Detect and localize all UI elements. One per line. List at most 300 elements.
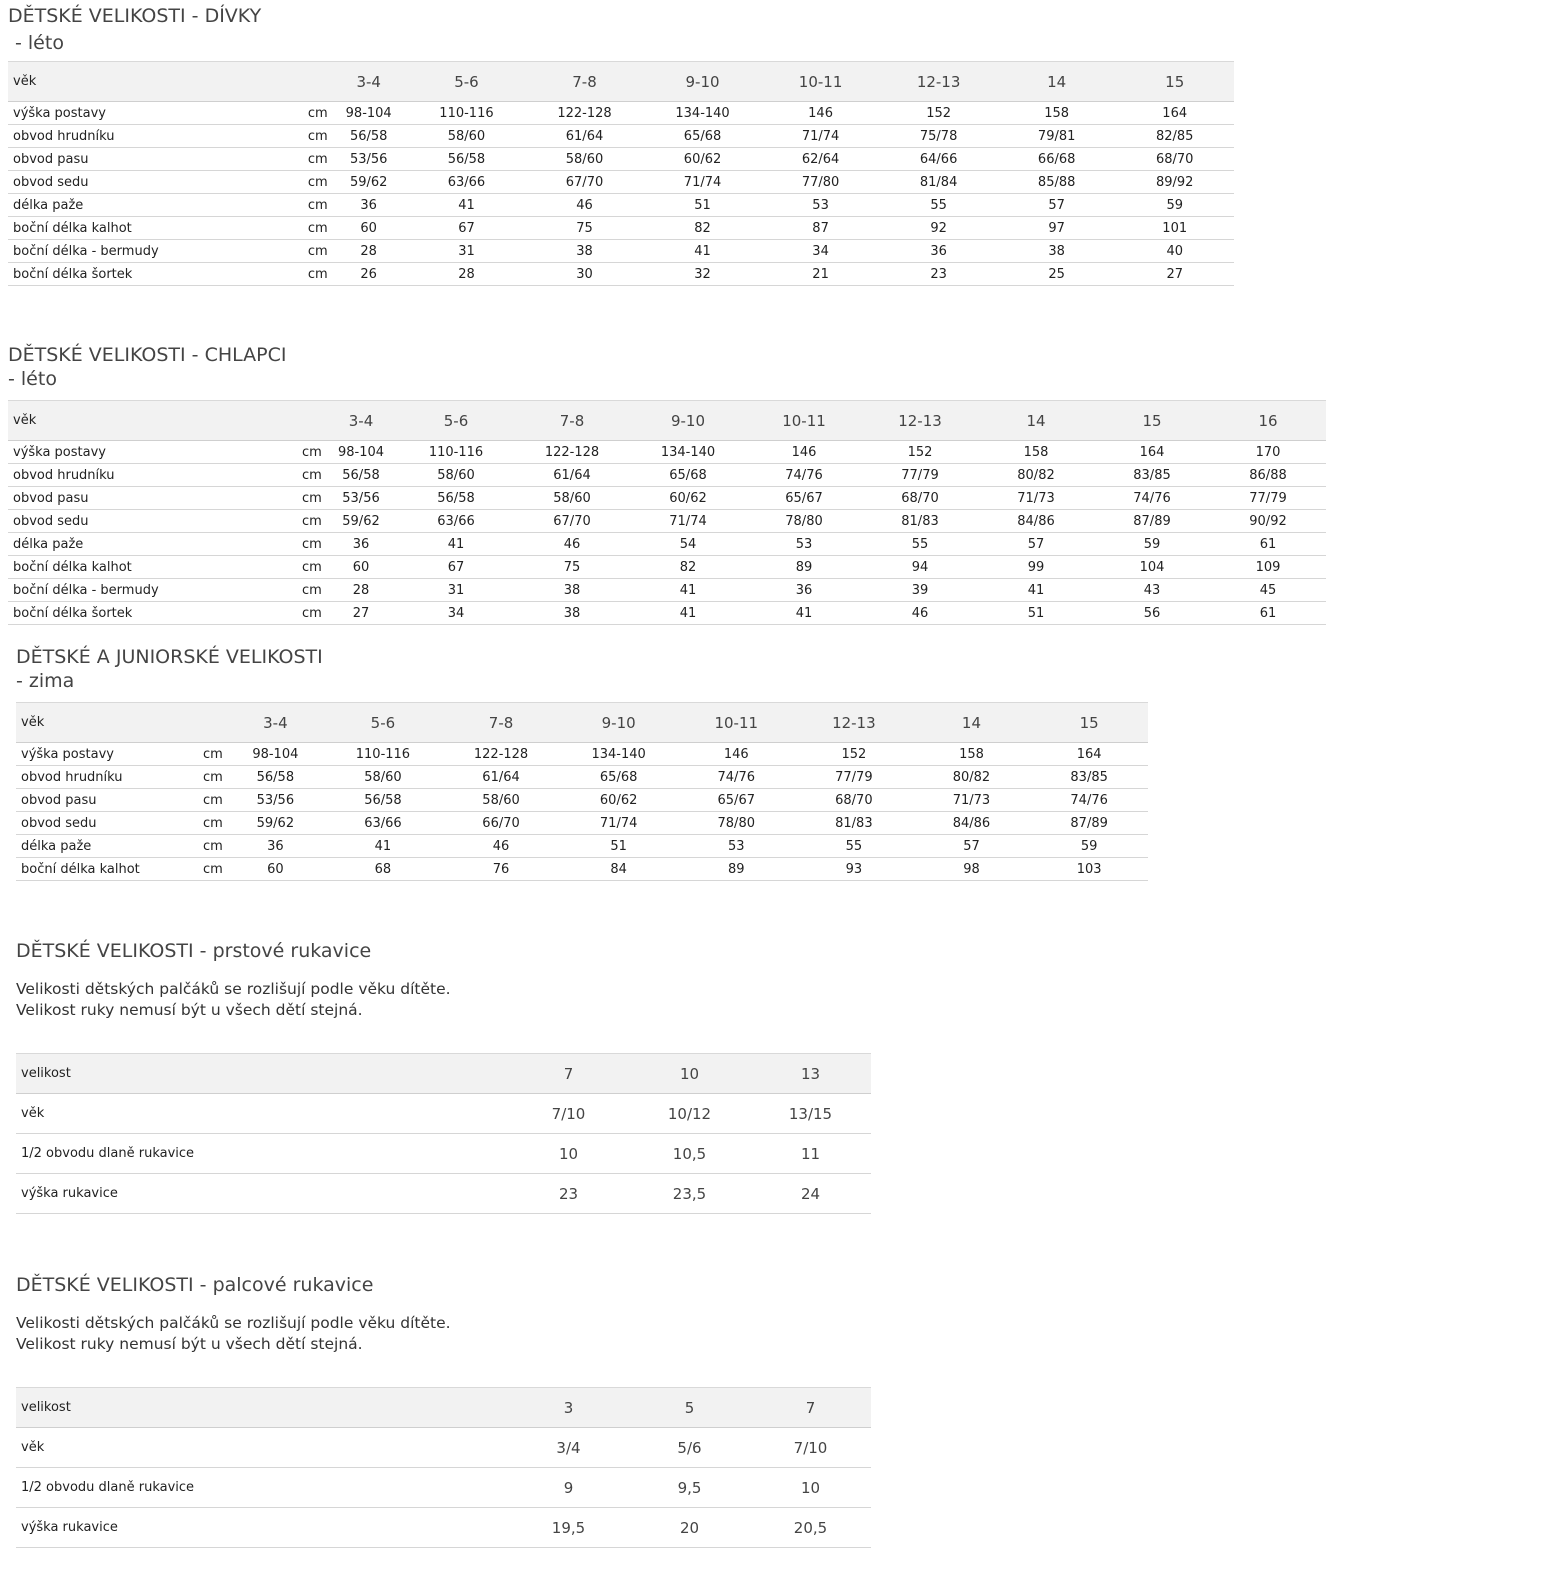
row-value: 38 xyxy=(514,602,630,625)
row-unit: cm xyxy=(308,263,330,286)
row-value: 9,5 xyxy=(629,1468,750,1508)
row-value: 80/82 xyxy=(913,766,1031,789)
row-value: 71/74 xyxy=(643,171,762,194)
table-row xyxy=(16,766,1148,789)
row-value: 53/56 xyxy=(324,487,398,510)
row-value: 97 xyxy=(998,217,1116,240)
row-label: délka paže xyxy=(8,194,308,217)
header-size: 9-10 xyxy=(560,703,678,743)
table-header-row xyxy=(8,401,1326,441)
table-row xyxy=(16,1508,871,1548)
row-value: 164 xyxy=(1094,441,1210,464)
row-value: 78/80 xyxy=(746,510,862,533)
row-value: 89 xyxy=(746,556,862,579)
header-unit-spacer xyxy=(302,401,324,441)
row-value: 87/89 xyxy=(1030,812,1148,835)
row-value: 3/4 xyxy=(508,1428,629,1468)
row-value: 32 xyxy=(643,263,762,286)
table-row xyxy=(8,556,1326,579)
row-value: 65/68 xyxy=(630,464,746,487)
row-value: 99 xyxy=(978,556,1094,579)
row-value: 36 xyxy=(324,533,398,556)
row-value: 31 xyxy=(398,579,514,602)
row-value: 71/73 xyxy=(913,789,1031,812)
row-value: 67/70 xyxy=(514,510,630,533)
row-label: věk xyxy=(16,1428,508,1468)
row-value: 23,5 xyxy=(629,1174,750,1214)
header-size: 14 xyxy=(978,401,1094,441)
row-value: 46 xyxy=(862,602,978,625)
row-value: 46 xyxy=(442,835,560,858)
row-unit: cm xyxy=(302,510,324,533)
header-size: 10-11 xyxy=(762,62,880,102)
row-value: 81/83 xyxy=(862,510,978,533)
row-value: 9 xyxy=(508,1468,629,1508)
table-row xyxy=(8,148,1234,171)
size-table-chlapci xyxy=(8,400,1326,625)
row-value: 71/73 xyxy=(978,487,1094,510)
header-size: 7-8 xyxy=(442,703,560,743)
row-value: 34 xyxy=(398,602,514,625)
table-row xyxy=(8,217,1234,240)
row-unit: cm xyxy=(203,789,227,812)
row-label: výška postavy xyxy=(8,441,302,464)
row-value: 110-116 xyxy=(324,743,443,766)
row-unit: cm xyxy=(203,812,227,835)
row-value: 59/62 xyxy=(227,812,324,835)
row-unit: cm xyxy=(203,858,227,881)
table-header-row xyxy=(16,1388,871,1428)
row-unit: cm xyxy=(302,602,324,625)
header-size: 5 xyxy=(629,1388,750,1428)
row-value: 66/70 xyxy=(442,812,560,835)
table-row xyxy=(16,1134,871,1174)
row-unit: cm xyxy=(308,240,330,263)
row-value: 87/89 xyxy=(1094,510,1210,533)
row-value: 75 xyxy=(526,217,644,240)
row-value: 38 xyxy=(998,240,1116,263)
row-value: 46 xyxy=(526,194,644,217)
size-table-zima xyxy=(16,702,1148,881)
row-value: 5/6 xyxy=(629,1428,750,1468)
section-palcove-rukavice xyxy=(16,1273,871,1548)
row-value: 81/84 xyxy=(879,171,998,194)
row-value: 61/64 xyxy=(442,766,560,789)
row-value: 109 xyxy=(1210,556,1326,579)
row-label: obvod hrudníku xyxy=(8,125,308,148)
row-value: 74/76 xyxy=(1094,487,1210,510)
table-row xyxy=(8,464,1326,487)
row-value: 54 xyxy=(630,533,746,556)
size-table-palcove xyxy=(16,1387,871,1548)
row-label: věk xyxy=(16,1094,508,1134)
row-value: 59 xyxy=(1115,194,1234,217)
row-unit: cm xyxy=(302,464,324,487)
row-value: 74/76 xyxy=(1030,789,1148,812)
header-size: 14 xyxy=(913,703,1031,743)
row-value: 58/60 xyxy=(398,464,514,487)
row-value: 56/58 xyxy=(324,464,398,487)
row-value: 60/62 xyxy=(630,487,746,510)
row-value: 66/68 xyxy=(998,148,1116,171)
row-value: 30 xyxy=(526,263,644,286)
row-value: 63/66 xyxy=(398,510,514,533)
row-value: 81/83 xyxy=(795,812,913,835)
row-unit: cm xyxy=(302,556,324,579)
row-value: 60/62 xyxy=(560,789,678,812)
row-value: 56/58 xyxy=(227,766,324,789)
row-value: 53 xyxy=(677,835,795,858)
row-value: 101 xyxy=(1115,217,1234,240)
row-label: boční délka šortek xyxy=(8,602,302,625)
row-value: 10 xyxy=(750,1468,871,1508)
table-header-row xyxy=(16,1054,871,1094)
header-size: 7-8 xyxy=(526,62,644,102)
table-row xyxy=(16,858,1148,881)
row-value: 67 xyxy=(407,217,526,240)
row-value: 76 xyxy=(442,858,560,881)
description-line: Velikost ruky nemusí být u všech dětí stejná. xyxy=(16,1001,363,1019)
row-value: 77/79 xyxy=(1210,487,1326,510)
row-value: 57 xyxy=(998,194,1116,217)
table-row xyxy=(16,835,1148,858)
row-label: výška postavy xyxy=(8,102,308,125)
row-value: 80/82 xyxy=(978,464,1094,487)
row-label: obvod pasu xyxy=(16,789,203,812)
row-value: 84/86 xyxy=(913,812,1031,835)
row-value: 41 xyxy=(398,533,514,556)
header-label: velikost xyxy=(16,1054,508,1094)
table-row xyxy=(8,240,1234,263)
section-zima xyxy=(16,645,1148,881)
row-value: 63/66 xyxy=(324,812,443,835)
row-value: 20,5 xyxy=(750,1508,871,1548)
table-row xyxy=(8,487,1326,510)
row-value: 38 xyxy=(526,240,644,263)
row-label: výška postavy xyxy=(16,743,203,766)
header-unit-spacer xyxy=(203,703,227,743)
header-size: 10-11 xyxy=(746,401,862,441)
row-label: boční délka - bermudy xyxy=(8,240,308,263)
header-size: 7-8 xyxy=(514,401,630,441)
section-subtitle: - zima xyxy=(16,670,75,692)
row-value: 98 xyxy=(913,858,1031,881)
row-unit: cm xyxy=(302,487,324,510)
row-value: 94 xyxy=(862,556,978,579)
row-value: 13/15 xyxy=(750,1094,871,1134)
header-size: 10 xyxy=(629,1054,750,1094)
row-value: 98-104 xyxy=(324,441,398,464)
row-value: 68/70 xyxy=(862,487,978,510)
row-value: 53/56 xyxy=(227,789,324,812)
row-value: 53/56 xyxy=(330,148,407,171)
header-size: 3-4 xyxy=(227,703,324,743)
row-value: 152 xyxy=(795,743,913,766)
header-size: 7 xyxy=(750,1388,871,1428)
section-subtitle: - léto xyxy=(15,32,64,54)
row-value: 21 xyxy=(762,263,880,286)
row-value: 10,5 xyxy=(629,1134,750,1174)
row-unit: cm xyxy=(203,766,227,789)
row-value: 10/12 xyxy=(629,1094,750,1134)
section-title: DĚTSKÉ A JUNIORSKÉ VELIKOSTI xyxy=(16,646,323,668)
row-value: 93 xyxy=(795,858,913,881)
row-label: boční délka kalhot xyxy=(8,217,308,240)
row-unit: cm xyxy=(308,217,330,240)
row-value: 82 xyxy=(643,217,762,240)
table-row xyxy=(16,789,1148,812)
row-value: 104 xyxy=(1094,556,1210,579)
row-value: 59/62 xyxy=(324,510,398,533)
row-value: 56 xyxy=(1094,602,1210,625)
row-value: 60 xyxy=(324,556,398,579)
row-value: 56/58 xyxy=(407,148,526,171)
table-header-row xyxy=(8,62,1234,102)
row-value: 58/60 xyxy=(442,789,560,812)
row-value: 55 xyxy=(795,835,913,858)
row-value: 59/62 xyxy=(330,171,407,194)
row-value: 68 xyxy=(324,858,443,881)
table-row xyxy=(8,510,1326,533)
row-value: 77/79 xyxy=(862,464,978,487)
row-value: 58/60 xyxy=(324,766,443,789)
row-label: obvod sedu xyxy=(8,171,308,194)
table-row xyxy=(8,441,1326,464)
row-value: 53 xyxy=(762,194,880,217)
table-row xyxy=(8,171,1234,194)
row-value: 26 xyxy=(330,263,407,286)
row-value: 158 xyxy=(978,441,1094,464)
row-value: 158 xyxy=(913,743,1031,766)
table-row xyxy=(16,743,1148,766)
row-value: 146 xyxy=(746,441,862,464)
row-value: 65/67 xyxy=(746,487,862,510)
table-row xyxy=(16,812,1148,835)
row-value: 28 xyxy=(407,263,526,286)
row-value: 24 xyxy=(750,1174,871,1214)
row-value: 36 xyxy=(330,194,407,217)
row-value: 19,5 xyxy=(508,1508,629,1548)
row-unit: cm xyxy=(308,148,330,171)
row-value: 57 xyxy=(913,835,1031,858)
row-value: 164 xyxy=(1030,743,1148,766)
row-value: 56/58 xyxy=(398,487,514,510)
row-value: 10 xyxy=(508,1134,629,1174)
row-label: obvod sedu xyxy=(16,812,203,835)
section-subtitle: - léto xyxy=(8,368,57,390)
row-value: 164 xyxy=(1115,102,1234,125)
row-label: boční délka - bermudy xyxy=(8,579,302,602)
row-value: 74/76 xyxy=(677,766,795,789)
header-size: 3-4 xyxy=(324,401,398,441)
table-row xyxy=(16,1094,871,1134)
row-unit: cm xyxy=(308,194,330,217)
header-size: 10-11 xyxy=(677,703,795,743)
row-value: 41 xyxy=(978,579,1094,602)
row-value: 58/60 xyxy=(514,487,630,510)
section-chlapci xyxy=(8,343,1326,625)
row-value: 90/92 xyxy=(1210,510,1326,533)
row-value: 89 xyxy=(677,858,795,881)
row-value: 86/88 xyxy=(1210,464,1326,487)
row-value: 74/76 xyxy=(746,464,862,487)
header-label: věk xyxy=(8,401,302,441)
row-value: 59 xyxy=(1094,533,1210,556)
row-label: obvod hrudníku xyxy=(16,766,203,789)
row-label: výška rukavice xyxy=(16,1508,508,1548)
table-row xyxy=(8,533,1326,556)
section-title: DĚTSKÉ VELIKOSTI - prstové rukavice xyxy=(16,940,372,962)
row-value: 45 xyxy=(1210,579,1326,602)
row-value: 28 xyxy=(324,579,398,602)
header-size: 3 xyxy=(508,1388,629,1428)
row-label: obvod pasu xyxy=(8,148,308,171)
row-value: 68/70 xyxy=(795,789,913,812)
row-label: 1/2 obvodu dlaně rukavice xyxy=(16,1468,508,1508)
row-unit: cm xyxy=(308,102,330,125)
row-value: 58/60 xyxy=(407,125,526,148)
row-value: 20 xyxy=(629,1508,750,1548)
row-value: 23 xyxy=(879,263,998,286)
row-value: 39 xyxy=(862,579,978,602)
row-label: výška rukavice xyxy=(16,1174,508,1214)
row-value: 122-128 xyxy=(442,743,560,766)
row-unit: cm xyxy=(302,579,324,602)
row-value: 57 xyxy=(978,533,1094,556)
row-value: 7/10 xyxy=(750,1428,871,1468)
header-size: 5-6 xyxy=(324,703,443,743)
row-value: 83/85 xyxy=(1094,464,1210,487)
row-value: 82/85 xyxy=(1115,125,1234,148)
row-value: 56/58 xyxy=(324,789,443,812)
row-value: 67 xyxy=(398,556,514,579)
row-value: 25 xyxy=(998,263,1116,286)
table-row xyxy=(8,194,1234,217)
description-line: Velikosti dětských palčáků se rozlišují podle věku dítěte. xyxy=(16,1314,451,1332)
row-label: boční délka šortek xyxy=(8,263,308,286)
header-size: 16 xyxy=(1210,401,1326,441)
header-unit-spacer xyxy=(308,62,330,102)
row-value: 67/70 xyxy=(526,171,644,194)
row-value: 61 xyxy=(1210,533,1326,556)
row-value: 51 xyxy=(560,835,678,858)
row-value: 65/68 xyxy=(643,125,762,148)
table-row xyxy=(16,1174,871,1214)
row-value: 134-140 xyxy=(630,441,746,464)
row-value: 71/74 xyxy=(630,510,746,533)
row-value: 27 xyxy=(324,602,398,625)
row-value: 75/78 xyxy=(879,125,998,148)
row-value: 134-140 xyxy=(643,102,762,125)
table-row xyxy=(8,602,1326,625)
row-label: obvod pasu xyxy=(8,487,302,510)
row-value: 41 xyxy=(630,579,746,602)
size-table-divky xyxy=(8,61,1234,286)
row-value: 71/74 xyxy=(762,125,880,148)
header-size: 15 xyxy=(1030,703,1148,743)
row-label: obvod hrudníku xyxy=(8,464,302,487)
row-value: 92 xyxy=(879,217,998,240)
row-value: 68/70 xyxy=(1115,148,1234,171)
row-value: 41 xyxy=(630,602,746,625)
header-size: 3-4 xyxy=(330,62,407,102)
row-value: 61/64 xyxy=(514,464,630,487)
row-value: 63/66 xyxy=(407,171,526,194)
section-prstove-rukavice xyxy=(16,939,871,1214)
row-value: 89/92 xyxy=(1115,171,1234,194)
row-value: 134-140 xyxy=(560,743,678,766)
row-value: 56/58 xyxy=(330,125,407,148)
row-unit: cm xyxy=(302,441,324,464)
header-size: 12-13 xyxy=(862,401,978,441)
row-value: 110-116 xyxy=(407,102,526,125)
row-value: 41 xyxy=(324,835,443,858)
size-table-prstove xyxy=(16,1053,871,1214)
row-value: 60 xyxy=(227,858,324,881)
header-size: 14 xyxy=(998,62,1116,102)
table-row xyxy=(8,102,1234,125)
row-value: 51 xyxy=(643,194,762,217)
row-value: 77/79 xyxy=(795,766,913,789)
row-value: 27 xyxy=(1115,263,1234,286)
row-value: 65/67 xyxy=(677,789,795,812)
row-label: 1/2 obvodu dlaně rukavice xyxy=(16,1134,508,1174)
header-size: 12-13 xyxy=(879,62,998,102)
section-title: DĚTSKÉ VELIKOSTI - CHLAPCI xyxy=(8,344,287,366)
row-value: 98-104 xyxy=(330,102,407,125)
row-value: 61 xyxy=(1210,602,1326,625)
row-value: 83/85 xyxy=(1030,766,1148,789)
row-label: obvod sedu xyxy=(8,510,302,533)
row-value: 87 xyxy=(762,217,880,240)
section-divky xyxy=(8,4,1234,286)
header-label: velikost xyxy=(16,1388,508,1428)
row-label: délka paže xyxy=(8,533,302,556)
row-value: 146 xyxy=(762,102,880,125)
row-value: 158 xyxy=(998,102,1116,125)
row-value: 64/66 xyxy=(879,148,998,171)
row-value: 77/80 xyxy=(762,171,880,194)
row-unit: cm xyxy=(203,743,227,766)
row-value: 62/64 xyxy=(762,148,880,171)
row-value: 40 xyxy=(1115,240,1234,263)
row-value: 60/62 xyxy=(643,148,762,171)
row-value: 60 xyxy=(330,217,407,240)
header-size: 15 xyxy=(1094,401,1210,441)
row-value: 53 xyxy=(746,533,862,556)
row-value: 59 xyxy=(1030,835,1148,858)
description-line: Velikosti dětských palčáků se rozlišují podle věku dítěte. xyxy=(16,980,451,998)
header-size: 12-13 xyxy=(795,703,913,743)
row-value: 43 xyxy=(1094,579,1210,602)
table-header-row xyxy=(16,703,1148,743)
row-value: 84 xyxy=(560,858,678,881)
row-value: 41 xyxy=(407,194,526,217)
row-value: 36 xyxy=(879,240,998,263)
row-value: 55 xyxy=(879,194,998,217)
table-row xyxy=(16,1428,871,1468)
row-value: 152 xyxy=(879,102,998,125)
row-value: 31 xyxy=(407,240,526,263)
row-value: 71/74 xyxy=(560,812,678,835)
section-title: DĚTSKÉ VELIKOSTI - DÍVKY xyxy=(8,5,262,27)
row-value: 82 xyxy=(630,556,746,579)
header-label: věk xyxy=(16,703,203,743)
row-value: 98-104 xyxy=(227,743,324,766)
row-value: 58/60 xyxy=(526,148,644,171)
row-label: boční délka kalhot xyxy=(16,858,203,881)
row-value: 41 xyxy=(746,602,862,625)
